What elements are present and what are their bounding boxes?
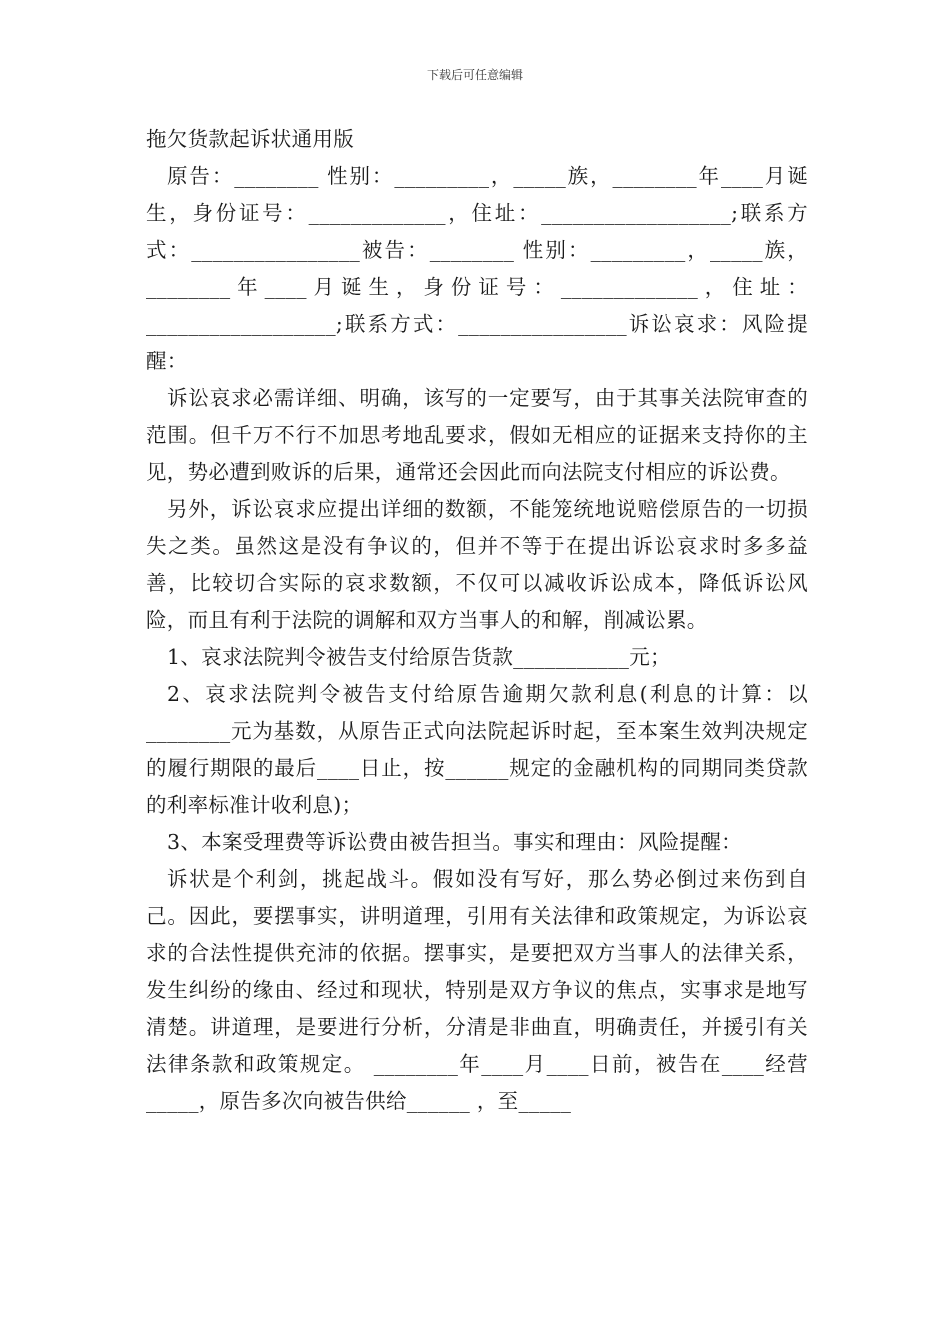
risk-note-paragraph-1: 诉讼哀求必需详细、明确，该写的一定要写，由于其事关法院审查的范围。但千万不行不加思考地乱要求，假如无相应的证据来支持你的主见，势必遭到败诉的后果，通常还会因此而向法院支付相应的诉讼费。 — [146, 386, 808, 484]
claim-item-2: 2、哀求法院判令被告支付给原告逾期欠款利息(利息的计算：以________元为基数，从原告正式向法院起诉时起，至本案生效判决规定的履行期限的最后____日止，按______规定的金融机构的同期同类贷款的利率标准计收利息)； — [146, 682, 808, 817]
document-title: 拖欠货款起诉状通用版 — [146, 127, 354, 151]
facts-paragraph: 诉状是个利剑，挑起战斗。假如没有写好，那么势必倒过来伤到自己。因此，要摆事实，讲明道理，引用有关法律和政策规定，为诉讼哀求的合法性提供充沛的依据。摆事实，是要把双方当事人的法律关系，发生纠纷的缘由、经过和现状，特别是双方争议的焦点，实事求是地写清楚。讲道理，是要进行分析，分清是非曲直，明确责任，并援引有关法律条款和政策规定。 ________年____月____日前，被告在____经营_____，原告多次向被告供给______ ，至_____ — [146, 867, 808, 1113]
document-body — [146, 121, 808, 1120]
risk-note-paragraph-2: 另外，诉讼哀求应提出详细的数额，不能笼统地说赔偿原告的一切损失之类。虽然这是没有争议的，但并不等于在提出诉讼哀求时多多益善，比较切合实际的哀求数额，不仅可以减收诉讼成本，降低诉讼风险，而且有利于法院的调解和双方当事人的和解，削减讼累。 — [146, 497, 808, 632]
page-header-note: 下载后可任意编辑 — [426, 68, 523, 82]
parties-paragraph: 原告：________ 性别：_________，_____族，________年____月诞生，身份证号：_____________，住址：__________________;联系方式：________________被告：________ 性别：_________，_____族，________年____月诞生，身份证号：_____________，住址：__________________;联系方式：________________诉讼哀求：风险提醒： — [146, 164, 808, 373]
claim-item-1: 1、哀求法院判令被告支付给原告货款___________元； — [167, 645, 671, 669]
claim-item-3: 3、本案受理费等诉讼费由被告担当。事实和理由：风险提醒： — [167, 830, 742, 854]
